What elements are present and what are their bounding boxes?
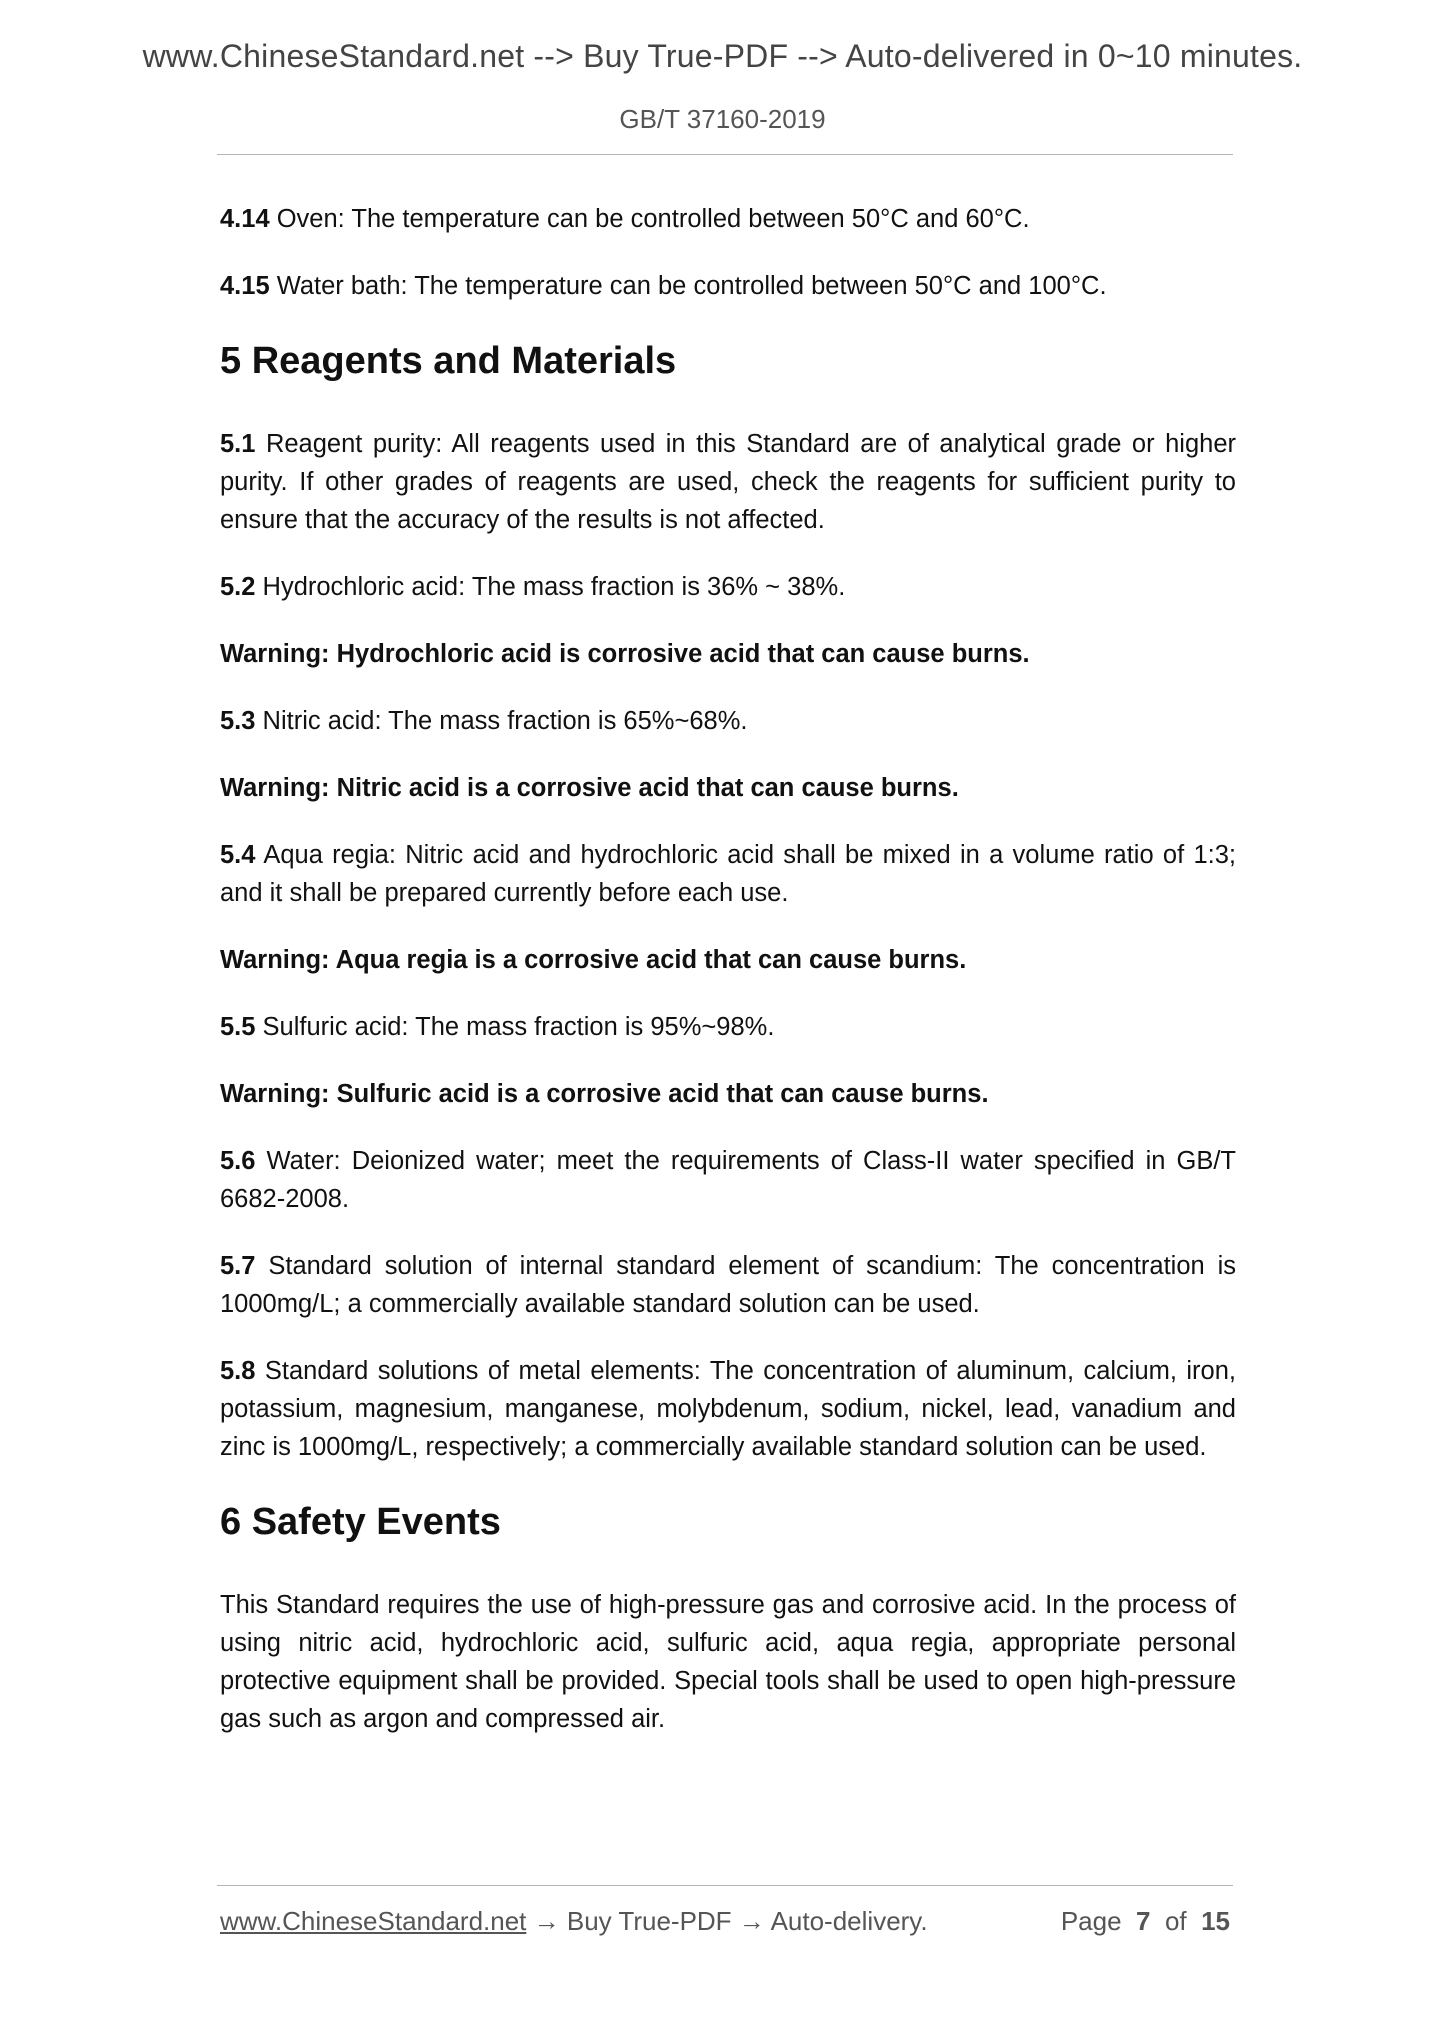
clause-5-1 (220, 425, 1236, 539)
clause-number: 4.14 (220, 205, 270, 233)
document-code: GB/T 37160-2019 (619, 104, 826, 134)
warning-nitric: Warning: Nitric acid is a corrosive acid that can cause burns. (220, 774, 959, 802)
footer-site-link[interactable]: www.ChineseStandard.net (220, 1906, 527, 1936)
clause-number: 5.6 (220, 1147, 256, 1175)
warning-hydrochloric: Warning: Hydrochloric acid is corrosive acid that can cause burns. (220, 640, 1030, 668)
footer-divider (217, 1885, 1233, 1886)
warning-sulfuric: Warning: Sulfuric acid is a corrosive acid that can cause burns. (220, 1080, 989, 1108)
clause-number: 5.7 (220, 1252, 256, 1280)
footer-tagline: → Buy True-PDF → Auto-delivery. (526, 1906, 928, 1936)
page-number: 7 (1136, 1906, 1151, 1936)
page-label: Page (1060, 1906, 1122, 1936)
section-6-heading: 6 Safety Events (220, 1501, 501, 1543)
clause-number: 4.15 (220, 272, 270, 300)
of-label: of (1164, 1906, 1187, 1936)
clause-text: Aqua regia: Nitric acid and hydrochloric acid shall be mixed in a volume ratio of 1:3; and it shall be prepared currently before each use. (220, 841, 1236, 907)
page-indicator (1061, 1906, 1230, 1937)
clause-text: Oven: The temperature can be controlled between 50°C and 60°C. (269, 205, 1030, 233)
warning-aqua-regia: Warning: Aqua regia is a corrosive acid that can cause burns. (220, 946, 967, 974)
clause-4-14 (220, 200, 1236, 238)
clause-5-8 (220, 1352, 1236, 1466)
clause-5-2 (220, 568, 1236, 606)
clause-5-5 (220, 1008, 1236, 1046)
clause-number: 5.3 (220, 707, 256, 735)
clause-text: Reagent purity: All reagents used in this Standard are of analytical grade or higher purity. If other grades of reagents are used, check the reagents for sufficient purity to ensure that the accuracy of the results is not affected. (220, 430, 1236, 534)
header-divider (217, 154, 1233, 155)
section-6-paragraph: This Standard requires the use of high-pressure gas and corrosive acid. In the process of using nitric acid, hydrochloric acid, sulfuric acid, aqua regia, appropriate personal protective equipment shall be provided. Special tools shall be used to open high-pressure gas such as argon and compressed air. (220, 1591, 1236, 1733)
clause-text: Standard solution of internal standard element of scandium: The concentration is 1000mg/L; a commercially available standard solution can be used. (220, 1252, 1236, 1318)
clause-text: Water bath: The temperature can be controlled between 50°C and 100°C. (269, 272, 1107, 300)
clause-text: Hydrochloric acid: The mass fraction is 36% ~ 38%. (255, 573, 846, 601)
clause-text: Nitric acid: The mass fraction is 65%~68%. (255, 707, 748, 735)
clause-4-15 (220, 267, 1236, 305)
page-footer (220, 1906, 1230, 1937)
clause-number: 5.2 (220, 573, 256, 601)
clause-5-3 (220, 702, 1236, 740)
clause-5-6 (220, 1142, 1236, 1218)
clause-number: 5.4 (220, 841, 256, 869)
page-total: 15 (1201, 1906, 1230, 1936)
clause-number: 5.1 (220, 430, 256, 458)
clause-number: 5.8 (220, 1357, 256, 1385)
section-5-heading: 5 Reagents and Materials (220, 340, 677, 382)
document-body (220, 200, 1236, 1767)
clause-5-4 (220, 836, 1236, 912)
top-banner: www.ChineseStandard.net --> Buy True-PDF --> Auto-delivered in 0~10 minutes. (142, 38, 1303, 74)
clause-text: Water: Deionized water; meet the requirements of Class-II water specified in GB/T 6682-2008. (220, 1147, 1236, 1213)
clause-number: 5.5 (220, 1013, 256, 1041)
clause-5-7 (220, 1247, 1236, 1323)
clause-text: Sulfuric acid: The mass fraction is 95%~98%. (255, 1013, 775, 1041)
clause-text: Standard solutions of metal elements: The concentration of aluminum, calcium, iron, potassium, magnesium, manganese, molybdenum, sodium, nickel, lead, vanadium and zinc is 1000mg/L, respectively; a commercially available standard solution can be used. (220, 1357, 1236, 1461)
